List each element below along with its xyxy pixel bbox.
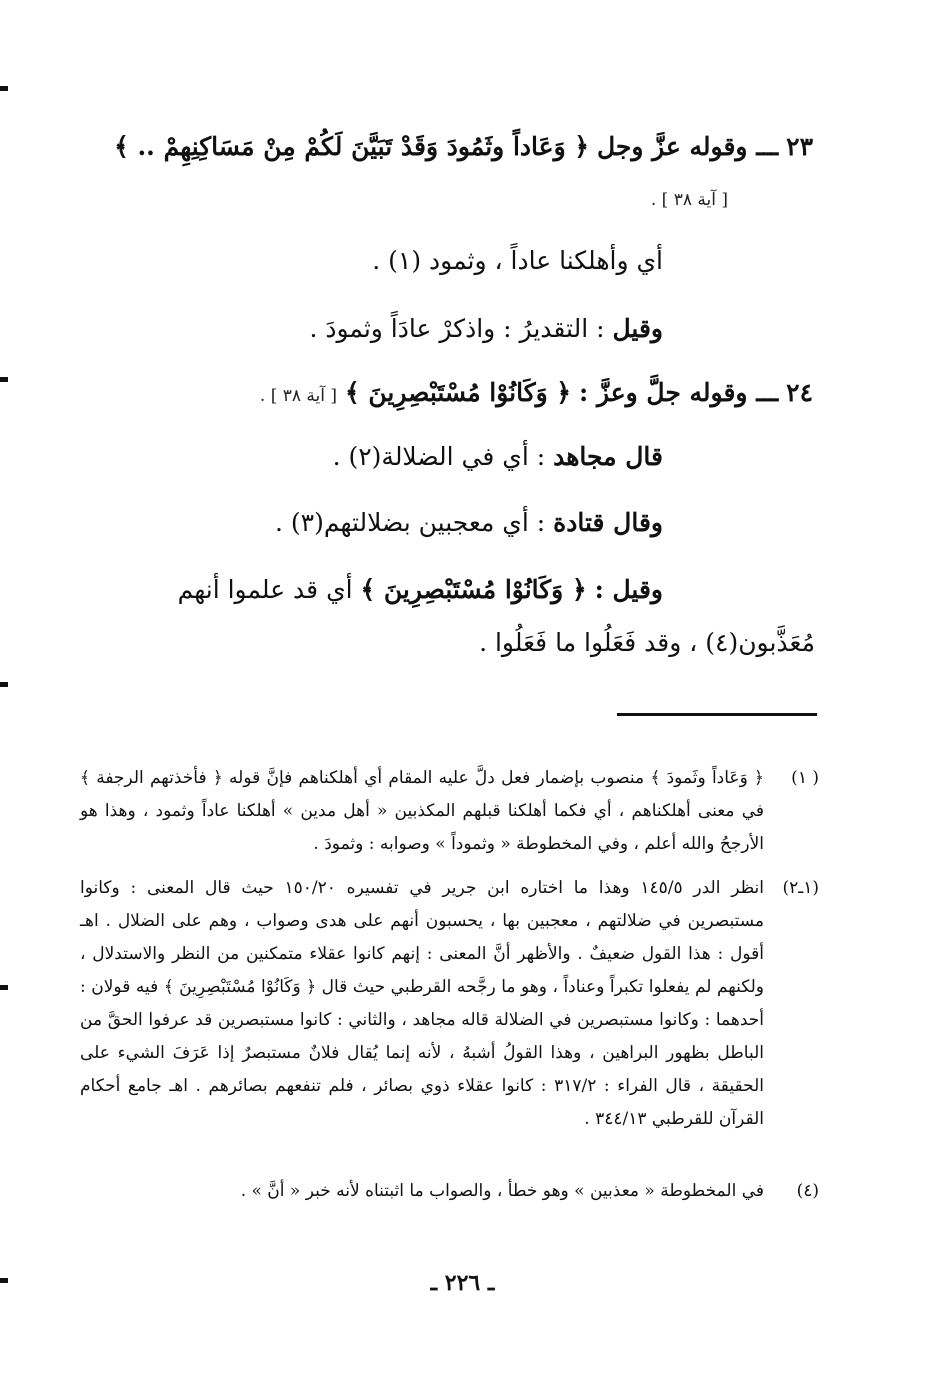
footnote-number: ( ١) [791, 768, 819, 788]
commentary-line [333, 442, 663, 471]
verse-23-ref: [ آية ٣٨ ] . [650, 190, 728, 210]
verse-number: ٢٤ [786, 378, 813, 407]
verse-24-ref: [ آية ٣٨ ] . [259, 386, 338, 406]
scan-edge-mark [0, 86, 8, 91]
footnote-4 [80, 1175, 819, 1208]
verse-24-line: ٢٤ ـــ وقوله جلَّ وعزَّ : ﴿ وَكَانُوْا مُسْتَبْصِرِينَ ﴾ [ آية ٣٨ ] . [259, 378, 813, 407]
verse-lead: وقوله جلَّ وعزَّ : [579, 378, 748, 407]
quran-quote: ﴿ وَكَانُوْا مُسْتَبْصِرِينَ ﴾ [345, 378, 572, 407]
quran-quote: ﴿ وَعَاداً وثَمُودَ وَقَدْ تَبَيَّنَ لَكُمْ مِنْ مَسَاكِنِهِمْ .. ﴾ [114, 132, 589, 161]
speaker-label: وقال قتادة [553, 508, 663, 537]
footnote-text: ﴿ وَعَاداً وثَمودَ ﴾ منصوب بإضمار فعل دلَّ عليه المقام أي أهلكناهم فإنَّ قوله ﴿ فأخذتهم الرجفة ﴾ في معنى أهلكناهم ، أي فكما أهلكنا قبلهم المكذبين « أهل مدين » أهلكنا عاداً وثمود ، وهذا هو الأرجحُ والله أعلم ، وفي المخطوطة « وثموداً » وصوابه : وثمودَ . [80, 768, 764, 854]
commentary-text: : أي معجبين بضلالتهم(٣) . [274, 508, 546, 537]
quran-quote: ﴿ وَكَانُوْا مُسْتَبْصِرِينَ ﴾ [360, 575, 587, 604]
verse-23-line: ٢٣ ـــ وقوله عزَّ وجل ﴿ وَعَاداً وثَمُودَ وَقَدْ تَبَيَّنَ لَكُمْ مِنْ مَسَاكِنِهِمْ .. ﴾ [114, 132, 813, 161]
verse-lead: وقوله عزَّ وجل [596, 132, 748, 161]
footnote-number: (٤) [796, 1181, 819, 1201]
verse-number: ٢٣ [786, 132, 813, 161]
commentary-text: أي قد علموا أنهم [177, 575, 353, 604]
footnote-text: انظر الدر ١٤٥/٥ وهذا ما اختاره ابن جرير في تفسيره ١٥٠/٢٠ حيث قال المعنى : وكانوا مستبصرين في ضلالتهم ، معجبين بها ، يحسبون أنهم على هدى وصواب ، وهم على الضلال . اهـ أقول : هذا القول ضعيفٌ . والأظهر أنَّ المعنى : إنهم كانوا عقلاء متمكنين من النظر والاستدلال ، ولكنهم لم يفعلوا تكبراً وعناداً ، وهو ما رجَّحه القرطبي حيث قال ﴿ وَكَانُوْا مُسْتَبْصِرِينَ ﴾ فيه قولان : أحدهما : وكانوا مستبصرين في الضلالة قاله مجاهد ، والثاني : كانوا مستبصرين قد عرفوا الحقَّ من الباطل بظهور البراهين ، وهذا القولُ أشبهُ ، لأنه إنما يُقال فلانٌ مستبصرٌ إذا عَرَفَ الشيء على الحقيقة ، قال الفراء : ٣١٧/٢ : كانوا عقلاء ذوي بصائر ، فلم تنفعهم بصائرهم . اهـ جامع أحكام القرآن للقرطبي ٣٤٤/١٣ . [80, 878, 765, 1129]
footnote-number: (١ـ٢) [782, 878, 819, 898]
footnote-1 [80, 762, 819, 861]
scan-edge-mark [0, 682, 8, 687]
commentary-text: : التقديرُ : واذكرْ عادَاً وثمودَ . [309, 314, 605, 343]
speaker-label: وقيل : [594, 575, 663, 604]
speaker-label: وقيل [612, 314, 663, 343]
commentary-line [309, 314, 663, 343]
footnote-text: في المخطوطة « معذبين » وهو خطأ ، والصواب ما اثبتناه لأنه خبر « أنَّ » . [240, 1181, 764, 1201]
commentary-line [178, 575, 663, 604]
page-number: ـ ٢٢٦ ـ [430, 1270, 495, 1296]
speaker-label: قال مجاهد [553, 442, 663, 471]
commentary-line: مُعَذَّبون(٤) ، وقد فَعَلُوا ما فَعَلُوا . [479, 628, 815, 657]
scan-edge-mark [0, 985, 8, 990]
footnote-2-3 [80, 872, 819, 1136]
commentary-text: : أي في الضلالة(٢) . [332, 442, 546, 471]
scan-edge-mark [0, 377, 8, 382]
commentary-line [275, 508, 663, 537]
footnote-separator [617, 713, 817, 716]
commentary-line: أي وأهلكنا عاداً ، وثمود (١) . [372, 246, 663, 275]
